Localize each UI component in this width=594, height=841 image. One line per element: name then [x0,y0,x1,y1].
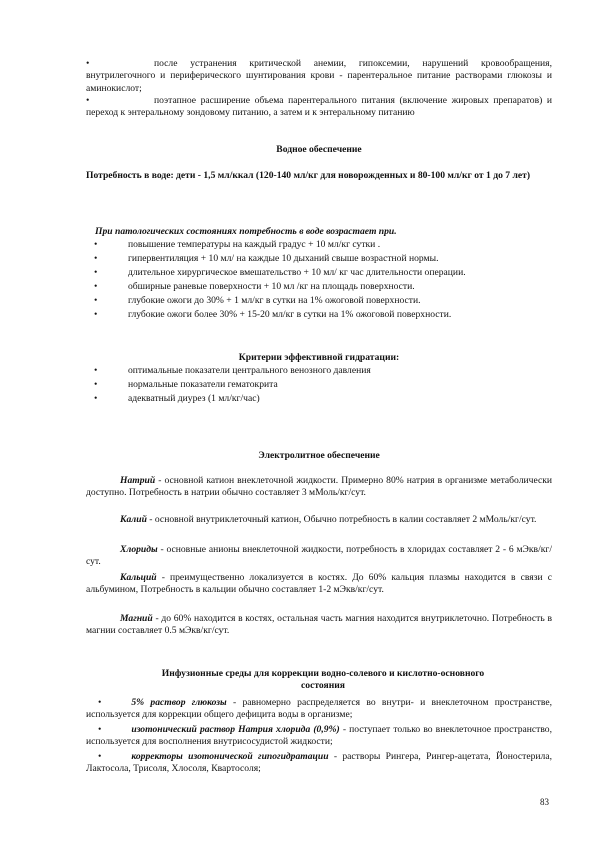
water-heading: Водное обеспечение [276,144,362,155]
electrolyte-term: Натрий [120,475,156,486]
bullet: • [98,724,102,735]
water-patho-item-text: глубокие ожоги более 30% + 15-20 мл/кг в сутки на 1% ожоговой поверхности. [128,309,452,320]
bullet: • [98,751,102,762]
hydration-item-text: адекватный диурез (1 мл/кг/час) [128,393,260,404]
infusion-term: 5% раствор глюкозы [131,697,227,708]
water-patho-item-text: повышение температуры на каждый градус + 10 мл/кг сутки . [128,239,381,250]
water-patho-item-text: гипервентиляция + 10 мл/ на каждые 10 дыханий свыше возрастной нормы. [128,253,439,264]
bullet: • [94,393,98,404]
electrolyte-term: Кальций [120,572,157,583]
electrolyte-item [86,514,552,526]
infusion-item [86,724,552,749]
bullet: • [86,95,90,106]
hydration-heading: Критерии эффективной гидратации: [238,352,400,363]
electrolyte-text: - до 60% находится в костях, остальная часть магния находится внутриклеточно. Потребность в магнии составляет 0.5 мЭкв/кг/сут. [86,613,552,637]
infusion-item [86,751,552,776]
infusion-term: изотонический раствор Натрия хлорида (0,9%) [131,724,340,735]
bullet: • [94,309,98,320]
infusion-term: корректоры изотонической гипогидратации [131,751,329,762]
bullet: • [94,281,98,292]
electrolyte-text: - основной катион внеклеточной жидкости. Примерно 80% натрия в организме метаболически доступно. Потребность в натрии обычно составляет 3 мМоль/кг/сут. [86,475,552,499]
water-need: Потребность в воде: дети - 1,5 мл/ккал (120-140 мл/кг для новорожденных и 80-100 мл/кг от 1 до 7 лет) [86,170,531,181]
electrolytes-heading: Электролитное обеспечение [258,450,380,461]
infusion-item [86,697,552,722]
infusion-text: - равномерно распределяется во внутри- и внеклеточном пространстве, используется для коррекции общего дефицита воды в организме; [86,697,553,721]
hydration-item-text: оптимальные показатели центрального венозного давления [128,365,371,376]
water-patho-item-text: обширные раневые поверхности + 10 мл /кг на площадь поверхности. [128,281,415,292]
hydration-item-text: нормальные показатели гематокрита [128,379,278,390]
bullet: • [94,267,98,278]
infusion-text: - поступает только во внеклеточное пространство, используется для восполнения внутрисосудистой жидкости; [86,724,552,748]
electrolyte-item [86,613,552,638]
bullet: • [94,253,98,264]
water-patho-heading: При патологических состояниях потребность в воде возрастает при. [95,226,397,237]
electrolyte-term: Хлориды [120,544,158,555]
intro-item-2 [86,95,552,120]
water-patho-item-text: длительное хирургическое вмешательство + 10 мл/ кг час длительности операции. [128,267,466,278]
intro-item-text: после устранения критической анемии, гипоксемии, нарушений кровообращения, внутрилегочного и периферического шунтирования крови - парентеральное питание растворами глюкозы и аминокислот; [86,58,552,94]
bullet: • [98,697,102,708]
bullet: • [94,239,98,250]
electrolyte-item [86,544,552,569]
bullet: • [94,379,98,390]
electrolyte-term: Калий [120,514,147,525]
electrolyte-item [86,572,552,597]
bullet: • [94,365,98,376]
electrolyte-text: - преимущественно локализуется в костях. До 60% кальция плазмы находится в связи с альбумином, Потребность в кальции обычно составляет 1-2 мЭкв/кг/сут. [86,572,552,596]
intro-item-text: поэтапное расширение объема парентерального питания (включение жировых препаратов) и переход к энтеральному зондовому питанию, а затем и к энтеральному питанию [86,95,552,119]
electrolyte-text: - основной внутриклеточный катион, Обычно потребность в калии составляет 2 мМоль/кг/сут. [146,514,537,525]
page-number: 83 [540,797,549,807]
electrolyte-term: Магний [120,613,153,624]
infusion-text: - растворы Рингера, Рингер-ацетата, Йоностерила, Лактосола, Трисоля, Хлосоля, Квартосоля; [86,751,552,775]
infusion-heading: Инфузионные среды для коррекции водно-солевого и кислотно-основного состояния [161,668,485,692]
bullet: • [94,295,98,306]
electrolyte-item [86,475,552,500]
intro-item-1 [86,58,552,95]
electrolyte-text: - основные анионы внеклеточной жидкости, потребность в хлоридах составляет 2 - 6 мЭкв/кг/сут. [86,544,552,568]
water-patho-item-text: глубокие ожоги до 30% + 1 мл/кг в сутки на 1% ожоговой поверхности. [128,295,421,306]
bullet: • [86,58,90,69]
